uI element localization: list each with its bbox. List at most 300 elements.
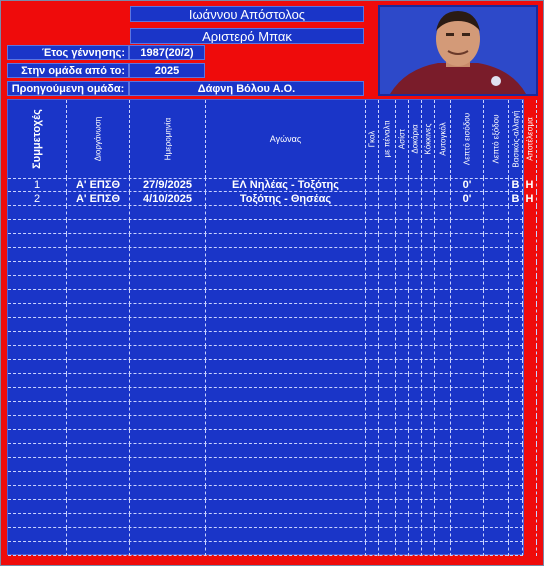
cell-assists: [396, 444, 409, 458]
cell-minute-out: [484, 416, 509, 430]
cell-minute-in: [451, 458, 484, 472]
cell-appearances: [8, 220, 67, 234]
cell-red-cards: [422, 542, 435, 556]
cell-woodwork: [409, 192, 422, 206]
cell-goals: [366, 458, 379, 472]
cell-appearances: [8, 234, 67, 248]
cell-red-cards: [422, 500, 435, 514]
cell-minute-out: [484, 234, 509, 248]
cell-woodwork: [409, 402, 422, 416]
previous-team-label: Προηγούμενη ομάδα:: [7, 81, 129, 96]
cell-penalties: [379, 178, 396, 192]
cell-penalties: [379, 374, 396, 388]
cell-woodwork: [409, 234, 422, 248]
cell-starter-sub: [509, 458, 523, 472]
cell-minute-in: [451, 206, 484, 220]
cell-goals: [366, 304, 379, 318]
cell-minute-out: [484, 346, 509, 360]
cell-appearances: [8, 528, 67, 542]
cell-match: [206, 528, 366, 542]
cell-own-goals: [435, 472, 451, 486]
cell-match: [206, 514, 366, 528]
cell-result: [523, 514, 537, 528]
header-match: [206, 100, 366, 178]
cell-woodwork: [409, 444, 422, 458]
cell-starter-sub: [509, 402, 523, 416]
cell-competition: [67, 276, 130, 290]
cell-own-goals: [435, 416, 451, 430]
cell-penalties: [379, 220, 396, 234]
cell-woodwork: [409, 500, 422, 514]
cell-minute-out: [484, 500, 509, 514]
cell-starter-sub: [509, 416, 523, 430]
cell-goals: [366, 416, 379, 430]
cell-appearances: [8, 318, 67, 332]
cell-competition: Α' ΕΠΣΘ: [67, 178, 130, 192]
cell-date: [130, 290, 206, 304]
cell-competition: Α' ΕΠΣΘ: [67, 192, 130, 206]
cell-match: [206, 290, 366, 304]
cell-minute-in: [451, 234, 484, 248]
cell-red-cards: [422, 374, 435, 388]
cell-match: [206, 416, 366, 430]
header-label: Διοργάνωση: [93, 116, 103, 162]
player-photo: [378, 5, 538, 96]
cell-minute-in: [451, 388, 484, 402]
cell-date: [130, 430, 206, 444]
header-result: [523, 100, 537, 178]
cell-starter-sub: [509, 542, 523, 556]
cell-red-cards: [422, 514, 435, 528]
cell-result: [523, 500, 537, 514]
cell-starter-sub: [509, 332, 523, 346]
cell-assists: [396, 332, 409, 346]
table-row: [8, 318, 523, 332]
cell-match: [206, 360, 366, 374]
cell-competition: [67, 486, 130, 500]
cell-result: Η: [523, 192, 537, 206]
cell-woodwork: [409, 430, 422, 444]
cell-red-cards: [422, 444, 435, 458]
cell-penalties: [379, 458, 396, 472]
cell-goals: [366, 430, 379, 444]
cell-woodwork: [409, 514, 422, 528]
cell-result: [523, 416, 537, 430]
cell-starter-sub: [509, 346, 523, 360]
cell-goals: [366, 234, 379, 248]
cell-goals: [366, 276, 379, 290]
cell-result: [523, 458, 537, 472]
cell-date: [130, 360, 206, 374]
table-row: [8, 388, 523, 402]
cell-match: [206, 220, 366, 234]
cell-own-goals: [435, 444, 451, 458]
cell-appearances: [8, 500, 67, 514]
cell-own-goals: [435, 388, 451, 402]
cell-result: [523, 388, 537, 402]
cell-own-goals: [435, 360, 451, 374]
cell-minute-out: [484, 472, 509, 486]
cell-own-goals: [435, 192, 451, 206]
cell-result: [523, 234, 537, 248]
cell-assists: [396, 374, 409, 388]
cell-woodwork: [409, 276, 422, 290]
cell-minute-out: [484, 192, 509, 206]
cell-appearances: [8, 276, 67, 290]
cell-result: [523, 262, 537, 276]
cell-penalties: [379, 402, 396, 416]
header-own-goals: [435, 100, 451, 178]
cell-date: [130, 346, 206, 360]
cell-result: [523, 542, 537, 556]
cell-appearances: [8, 402, 67, 416]
cell-minute-in: 0': [451, 178, 484, 192]
cell-minute-in: [451, 332, 484, 346]
cell-minute-out: [484, 514, 509, 528]
cell-date: [130, 542, 206, 556]
cell-competition: [67, 318, 130, 332]
cell-woodwork: [409, 472, 422, 486]
cell-competition: [67, 248, 130, 262]
table-row: [8, 514, 523, 528]
cell-competition: [67, 262, 130, 276]
cell-goals: [366, 444, 379, 458]
cell-result: [523, 374, 537, 388]
table-row: [8, 234, 523, 248]
header-label: Γκολ: [367, 130, 377, 148]
cell-minute-in: [451, 500, 484, 514]
header-label: Ημερομηνία: [163, 117, 172, 161]
table-row: [8, 486, 523, 500]
cell-competition: [67, 234, 130, 248]
cell-result: [523, 402, 537, 416]
cell-minute-in: [451, 472, 484, 486]
cell-minute-out: [484, 542, 509, 556]
cell-goals: [366, 332, 379, 346]
header-label: Δοκάρια: [410, 124, 420, 154]
cell-minute-in: [451, 346, 484, 360]
cell-date: [130, 220, 206, 234]
cell-match: [206, 318, 366, 332]
cell-match: ΕΛ Νηλέας - Τοξότης: [206, 178, 366, 192]
cell-minute-in: [451, 220, 484, 234]
cell-appearances: [8, 416, 67, 430]
cell-date: [130, 304, 206, 318]
cell-starter-sub: [509, 318, 523, 332]
cell-competition: [67, 528, 130, 542]
cell-own-goals: [435, 374, 451, 388]
cell-own-goals: [435, 332, 451, 346]
cell-match: [206, 206, 366, 220]
cell-competition: [67, 444, 130, 458]
cell-starter-sub: [509, 500, 523, 514]
cell-penalties: [379, 304, 396, 318]
cell-result: [523, 360, 537, 374]
cell-penalties: [379, 430, 396, 444]
cell-assists: [396, 178, 409, 192]
header-date: [130, 100, 206, 178]
cell-date: 27/9/2025: [130, 178, 206, 192]
cell-minute-out: [484, 206, 509, 220]
cell-own-goals: [435, 234, 451, 248]
cell-red-cards: [422, 360, 435, 374]
header-assists: [396, 100, 409, 178]
cell-minute-in: [451, 430, 484, 444]
cell-own-goals: [435, 276, 451, 290]
cell-woodwork: [409, 248, 422, 262]
cell-penalties: [379, 234, 396, 248]
cell-goals: [366, 192, 379, 206]
cell-competition: [67, 514, 130, 528]
cell-minute-out: [484, 290, 509, 304]
cell-penalties: [379, 388, 396, 402]
cell-goals: [366, 542, 379, 556]
cell-match: [206, 388, 366, 402]
cell-assists: [396, 388, 409, 402]
cell-appearances: [8, 458, 67, 472]
cell-appearances: [8, 472, 67, 486]
header-label: Λεπτό εισόδου: [462, 112, 472, 166]
cell-minute-in: [451, 402, 484, 416]
cell-minute-out: [484, 458, 509, 472]
cell-date: [130, 444, 206, 458]
header-label: Αγώνας: [269, 134, 302, 144]
cell-match: [206, 402, 366, 416]
cell-competition: [67, 458, 130, 472]
cell-match: [206, 444, 366, 458]
cell-date: [130, 248, 206, 262]
cell-minute-out: [484, 444, 509, 458]
cell-penalties: [379, 248, 396, 262]
cell-starter-sub: [509, 486, 523, 500]
cell-assists: [396, 262, 409, 276]
table-row: [8, 472, 523, 486]
cell-assists: [396, 416, 409, 430]
header-label: Ασίστ: [397, 128, 407, 150]
cell-woodwork: [409, 374, 422, 388]
cell-assists: [396, 276, 409, 290]
cell-competition: [67, 388, 130, 402]
cell-assists: [396, 500, 409, 514]
cell-minute-out: [484, 430, 509, 444]
cell-red-cards: [422, 290, 435, 304]
cell-minute-in: [451, 542, 484, 556]
cell-assists: [396, 542, 409, 556]
cell-red-cards: [422, 192, 435, 206]
cell-penalties: [379, 472, 396, 486]
cell-assists: [396, 346, 409, 360]
header-label: Κόκκινες: [423, 123, 433, 155]
cell-own-goals: [435, 290, 451, 304]
cell-result: [523, 486, 537, 500]
cell-date: [130, 332, 206, 346]
cell-match: Τοξότης - Θησέας: [206, 192, 366, 206]
cell-assists: [396, 304, 409, 318]
cell-appearances: [8, 444, 67, 458]
cell-minute-out: [484, 304, 509, 318]
cell-starter-sub: [509, 388, 523, 402]
header-label: Λεπτό εξόδου: [491, 114, 501, 164]
cell-goals: [366, 374, 379, 388]
table-row: [8, 444, 523, 458]
cell-red-cards: [422, 402, 435, 416]
cell-own-goals: [435, 500, 451, 514]
cell-minute-in: [451, 444, 484, 458]
cell-date: [130, 374, 206, 388]
cell-match: [206, 430, 366, 444]
cell-red-cards: [422, 220, 435, 234]
cell-red-cards: [422, 332, 435, 346]
cell-red-cards: [422, 262, 435, 276]
header-minute-in: [451, 100, 484, 178]
cell-assists: [396, 248, 409, 262]
cell-minute-out: [484, 528, 509, 542]
cell-competition: [67, 430, 130, 444]
cell-appearances: [8, 486, 67, 500]
cell-red-cards: [422, 206, 435, 220]
header-label: Βασικός-αλλαγή: [511, 110, 520, 168]
cell-date: [130, 486, 206, 500]
table-row: [8, 220, 523, 234]
cell-result: [523, 472, 537, 486]
cell-appearances: [8, 514, 67, 528]
cell-goals: [366, 178, 379, 192]
cell-woodwork: [409, 318, 422, 332]
cell-match: [206, 346, 366, 360]
table-row: [8, 290, 523, 304]
cell-result: [523, 318, 537, 332]
header-label: με πέναλτι: [382, 120, 392, 158]
cell-woodwork: [409, 486, 422, 500]
cell-competition: [67, 304, 130, 318]
cell-assists: [396, 360, 409, 374]
cell-appearances: [8, 542, 67, 556]
cell-result: [523, 346, 537, 360]
cell-appearances: [8, 332, 67, 346]
cell-appearances: [8, 360, 67, 374]
cell-minute-out: [484, 332, 509, 346]
cell-match: [206, 542, 366, 556]
cell-assists: [396, 206, 409, 220]
table-row: [8, 528, 523, 542]
cell-starter-sub: [509, 430, 523, 444]
cell-appearances: [8, 430, 67, 444]
cell-woodwork: [409, 206, 422, 220]
cell-own-goals: [435, 304, 451, 318]
cell-own-goals: [435, 486, 451, 500]
cell-penalties: [379, 318, 396, 332]
cell-match: [206, 472, 366, 486]
cell-date: [130, 472, 206, 486]
cell-penalties: [379, 360, 396, 374]
cell-appearances: [8, 304, 67, 318]
cell-red-cards: [422, 528, 435, 542]
cell-red-cards: [422, 458, 435, 472]
cell-red-cards: [422, 346, 435, 360]
cell-competition: [67, 290, 130, 304]
cell-goals: [366, 346, 379, 360]
cell-minute-out: [484, 486, 509, 500]
cell-minute-out: [484, 374, 509, 388]
table-row: [8, 262, 523, 276]
cell-competition: [67, 374, 130, 388]
table-row: [8, 192, 534, 206]
cell-minute-in: [451, 248, 484, 262]
cell-minute-out: [484, 220, 509, 234]
cell-result: [523, 304, 537, 318]
cell-woodwork: [409, 332, 422, 346]
table-row: [8, 178, 534, 192]
cell-minute-in: [451, 374, 484, 388]
cell-starter-sub: Β: [509, 192, 523, 206]
cell-match: [206, 248, 366, 262]
previous-team-value: Δάφνη Βόλου Α.Ο.: [129, 81, 364, 96]
cell-assists: [396, 192, 409, 206]
cell-competition: [67, 346, 130, 360]
cell-minute-out: [484, 402, 509, 416]
cell-penalties: [379, 332, 396, 346]
cell-goals: [366, 486, 379, 500]
table-row: [8, 500, 523, 514]
table-row: [8, 206, 523, 220]
cell-competition: [67, 416, 130, 430]
table-row: [8, 542, 523, 556]
cell-date: [130, 262, 206, 276]
cell-minute-out: [484, 360, 509, 374]
table-row: [8, 346, 523, 360]
header-label: Αυτογκόλ: [438, 122, 447, 156]
cell-starter-sub: [509, 444, 523, 458]
cell-goals: [366, 388, 379, 402]
cell-goals: [366, 290, 379, 304]
header-goals: [366, 100, 379, 178]
table-row: [8, 248, 523, 262]
cell-goals: [366, 318, 379, 332]
cell-starter-sub: [509, 374, 523, 388]
cell-red-cards: [422, 276, 435, 290]
cell-starter-sub: [509, 304, 523, 318]
table-row: [8, 276, 523, 290]
cell-match: [206, 332, 366, 346]
cell-match: [206, 262, 366, 276]
cell-competition: [67, 332, 130, 346]
cell-woodwork: [409, 304, 422, 318]
header-red-cards: [422, 100, 435, 178]
cell-starter-sub: [509, 234, 523, 248]
cell-red-cards: [422, 388, 435, 402]
header-competition: [67, 100, 130, 178]
cell-date: [130, 318, 206, 332]
cell-minute-in: [451, 304, 484, 318]
table-row: [8, 416, 523, 430]
cell-penalties: [379, 486, 396, 500]
cell-starter-sub: Β: [509, 178, 523, 192]
cell-goals: [366, 220, 379, 234]
cell-date: 4/10/2025: [130, 192, 206, 206]
cell-date: [130, 206, 206, 220]
header-appearances: [8, 100, 67, 178]
since-value: 2025: [129, 63, 205, 78]
cell-appearances: [8, 262, 67, 276]
cell-starter-sub: [509, 528, 523, 542]
player-name: Ιωάννου Απόστολος: [130, 6, 364, 22]
header-label: Αποτέλεσμα: [525, 117, 534, 161]
cell-starter-sub: [509, 248, 523, 262]
cell-date: [130, 528, 206, 542]
cell-starter-sub: [509, 262, 523, 276]
cell-red-cards: [422, 318, 435, 332]
cell-goals: [366, 360, 379, 374]
